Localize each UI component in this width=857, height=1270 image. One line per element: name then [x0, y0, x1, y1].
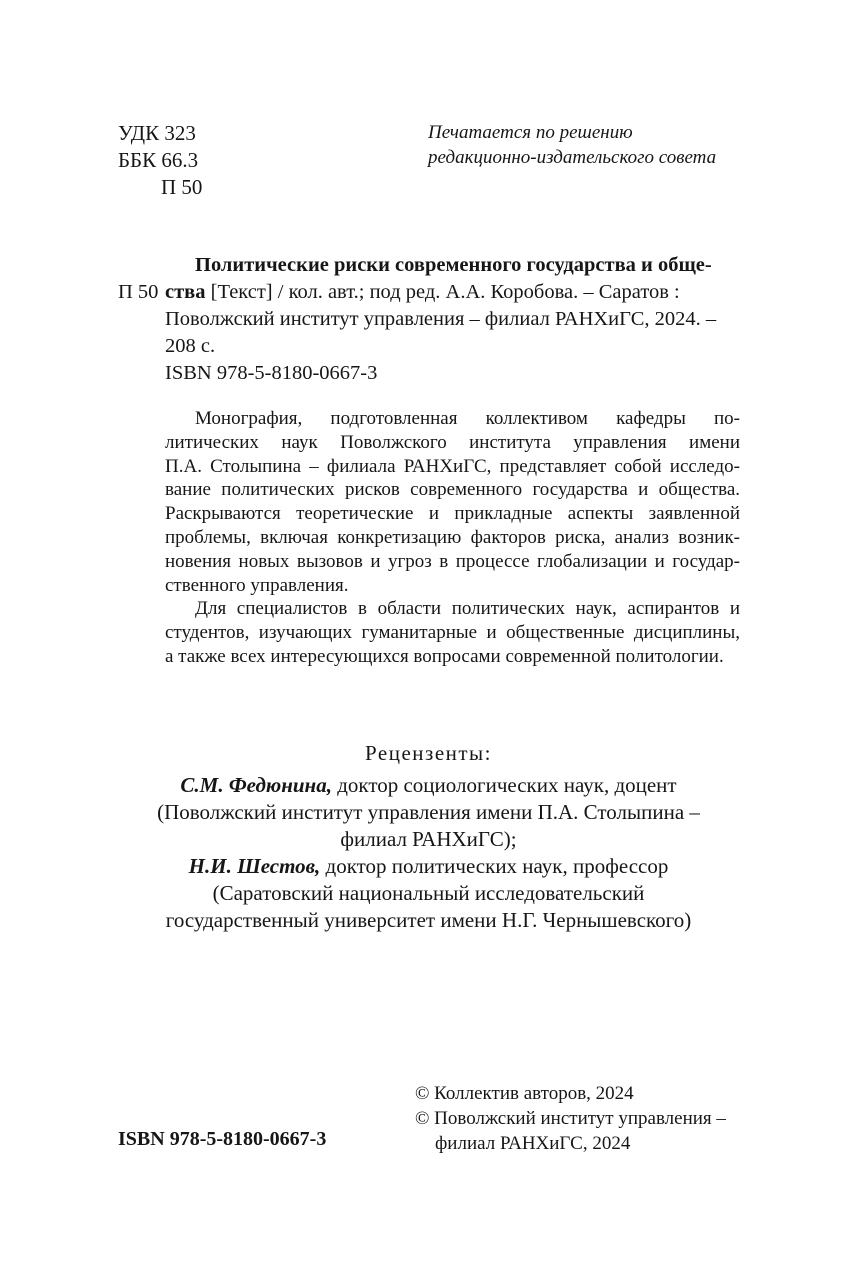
copyright-line2: © Поволжский институт управления – — [415, 1108, 726, 1129]
abstract-paragraph-2 — [165, 597, 740, 668]
bbk-code: ББК 66.3 — [118, 148, 199, 172]
reviewers-block — [0, 740, 857, 934]
abstract-line: проблемы, включая конкретизацию факторов риска, анализ возник- — [165, 526, 740, 548]
abstract-line: новения новых вызовов и угроз в процессе глобализации и государ- — [165, 550, 740, 572]
abstract-line: литических наук Поволжского института управления имени — [165, 431, 740, 453]
record-details: [Текст] / кол. авт.; под ред. А.А. Коробова. – Саратов : — [205, 281, 680, 303]
udk-code: УДК 323 — [118, 121, 196, 145]
abstract-line: вание политических рисков современного государства и общества. — [165, 479, 740, 501]
abstract-line: ственного управления. — [165, 574, 349, 596]
publisher-note — [428, 120, 716, 170]
record-isbn: ISBN 978-5-8180-0667-3 — [165, 362, 378, 384]
copyright-block — [415, 1081, 726, 1156]
publisher-note-line2: редакционно-издательского совета — [428, 147, 717, 168]
reviewer-2-org-line2: государственный университет имени Н.Г. Чернышевского) — [165, 908, 692, 932]
record-author-mark: П 50 — [118, 281, 159, 303]
record-publisher: Поволжский институт управления – филиал РАНХиГС, 2024. – — [165, 308, 717, 330]
record-pages: 208 с. — [165, 335, 216, 357]
abstract-line: студентов, изучающих гуманитарные и общественные дисциплины, — [165, 622, 740, 644]
abstract-line: Раскрываются теоретические и прикладные аспекты заявленной — [165, 503, 740, 525]
book-title-part1: Политические риски современного государства и обще- — [195, 254, 712, 276]
reviewers-label: Рецензенты: — [365, 741, 492, 765]
reviewer-1-org-line1: (Поволжский институт управления имени П.А. Столыпина – — [157, 800, 700, 824]
reviewer-2-org-line1: (Саратовский национальный исследовательский — [212, 881, 645, 905]
copyright-line1: © Коллектив авторов, 2024 — [415, 1083, 634, 1104]
abstract — [165, 407, 740, 669]
abstract-line: П.А. Столыпина – филиала РАНХиГС, представляет собой исследо- — [165, 455, 740, 477]
reviewer-2-name: Н.И. Шестов, — [188, 854, 321, 878]
bottom-isbn: ISBN 978-5-8180-0667-3 — [118, 1128, 327, 1150]
author-mark: П 50 — [161, 175, 203, 199]
bibliographic-record — [118, 252, 748, 387]
reviewer-1-name: С.М. Федюнина, — [180, 773, 332, 797]
book-title-part2: ства — [165, 281, 206, 303]
abstract-paragraph-1 — [165, 407, 740, 597]
reviewer-2-title: доктор политических наук, профессор — [320, 854, 669, 878]
publisher-note-line1: Печатается по решению — [428, 122, 633, 143]
abstract-line: а также всех интересующихся вопросами современной политологии. — [165, 645, 724, 667]
reviewer-1-org-line2: филиал РАНХиГС); — [340, 827, 517, 851]
abstract-line: Для специалистов в области политических наук, аспирантов и — [195, 598, 740, 620]
reviewer-1-title: доктор социологических наук, доцент — [331, 773, 677, 797]
classification-codes — [118, 120, 202, 201]
abstract-line: Монография, подготовленная коллективом кафедры по- — [195, 408, 740, 429]
copyright-line3: филиал РАНХиГС, 2024 — [435, 1133, 631, 1154]
